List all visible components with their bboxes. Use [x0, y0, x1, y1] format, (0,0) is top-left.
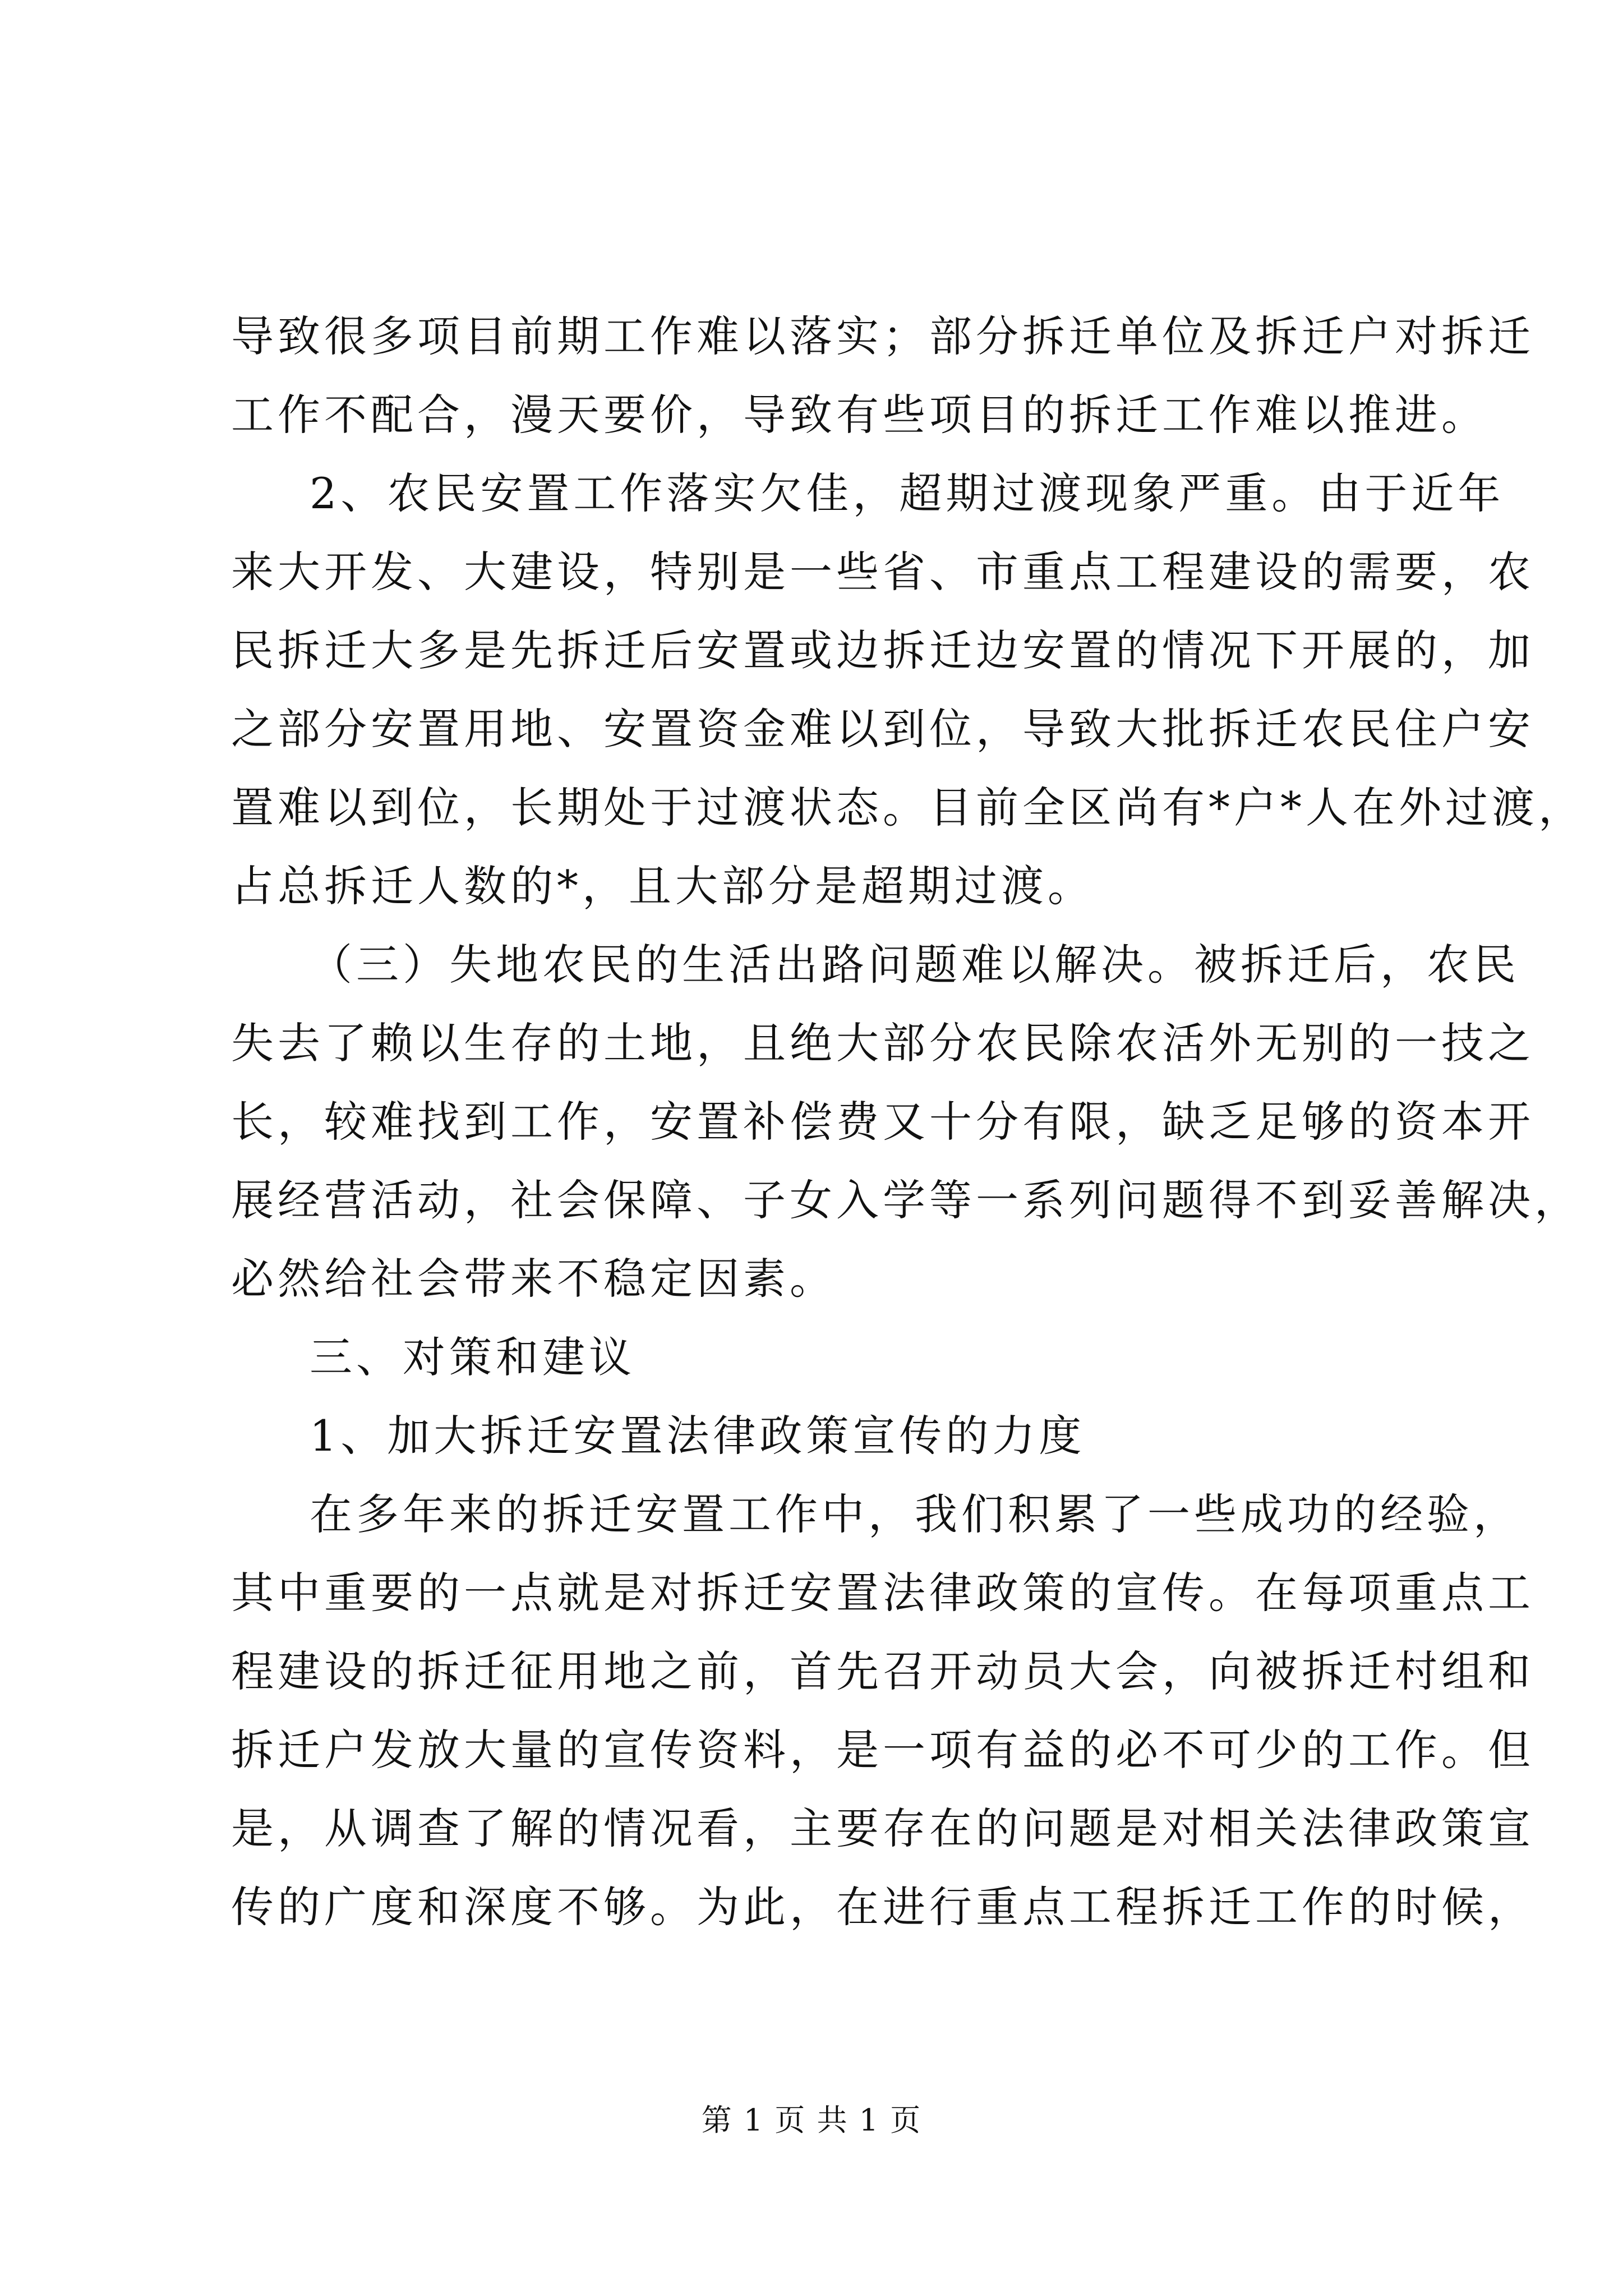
text-line: 导致很多项目前期工作难以落实；部分拆迁单位及拆迁户对拆迁	[231, 311, 1534, 361]
text-line: 必然给社会带来不稳定因素。	[231, 1254, 836, 1304]
text-line: 来大开发、大建设，特别是一些省、市重点工程建设的需要，农	[231, 547, 1534, 597]
section-heading: 三、对策和建议	[310, 1332, 635, 1382]
paragraph-start-line: 在多年来的拆迁安置工作中，我们积累了一些成功的经验，	[310, 1489, 1520, 1539]
page-number-footer: 第 1 页 共 1 页	[701, 2102, 922, 2138]
text-line: 置难以到位，长期处于过渡状态。目前全区尚有*户*人在外过渡，	[231, 783, 1585, 832]
paragraph-start-line: 2、农民安置工作落实欠佳，超期过渡现象严重。由于近年	[310, 468, 1505, 518]
text-line: 传的广度和深度不够。为此，在进行重点工程拆迁工作的时候，	[231, 1882, 1534, 1932]
text-line: 失去了赖以生存的土地，且绝大部分农民除农活外无别的一技之	[231, 1018, 1534, 1068]
text-line: 之部分安置用地、安置资金难以到位，导致大批拆迁农民住户安	[231, 704, 1534, 754]
text-line: 是，从调查了解的情况看，主要存在的问题是对相关法律政策宣	[231, 1803, 1534, 1853]
subsection-heading: 1、加大拆迁安置法律政策宣传的力度	[310, 1411, 1086, 1461]
text-line: 长，较难找到工作，安置补偿费又十分有限，缺乏足够的资本开	[231, 1097, 1534, 1147]
text-line: 拆迁户发放大量的宣传资料，是一项有益的必不可少的工作。但	[231, 1725, 1534, 1775]
paragraph-start-line: （三）失地农民的生活出路问题难以解决。被拆迁后，农民	[310, 940, 1520, 990]
text-line: 民拆迁大多是先拆迁后安置或边拆迁边安置的情况下开展的，加	[231, 625, 1534, 675]
text-line: 占总拆迁人数的*，且大部分是超期过渡。	[231, 861, 1094, 911]
text-line: 工作不配合，漫天要价，导致有些项目的拆迁工作难以推进。	[231, 390, 1488, 440]
text-line: 其中重要的一点就是对拆迁安置法律政策的宣传。在每项重点工	[231, 1568, 1534, 1618]
text-line: 展经营活动，社会保障、子女入学等一系列问题得不到妥善解决，	[231, 1175, 1581, 1225]
text-line: 程建设的拆迁征用地之前，首先召开动员大会，向被拆迁村组和	[231, 1646, 1534, 1696]
